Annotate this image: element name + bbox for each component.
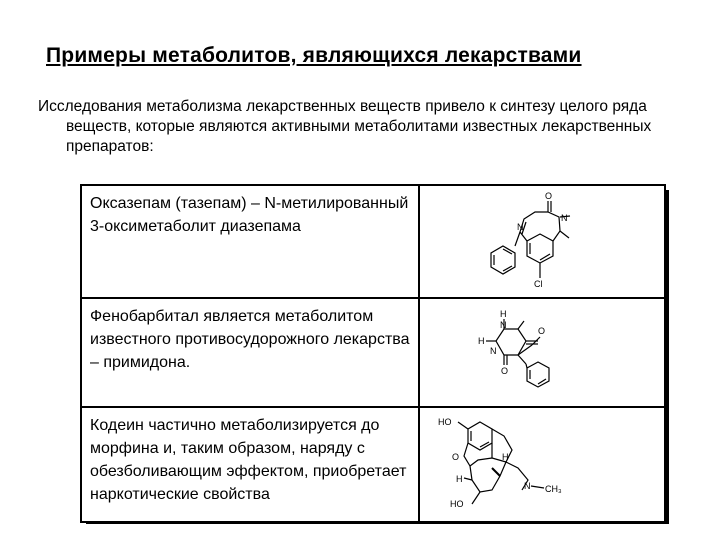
phenobarbital-structure <box>420 299 664 406</box>
phenobarbital-o1: O <box>538 326 546 336</box>
phenobarbital-structure-cell <box>419 298 665 407</box>
phenobarbital-n1: N <box>500 320 507 330</box>
oxazepam-cl: Cl <box>534 279 543 289</box>
intro-text: Исследования метаболизма лекарственных веществ привело к синтезу целого ряда веществ, которые являются активными метаболитами известных лекарственных препаратов: <box>38 98 652 155</box>
table-row <box>81 298 665 407</box>
codeine-ch3: CH₃ <box>545 484 562 494</box>
intro-paragraph <box>38 97 678 157</box>
oxazepam-description: Оксазепам (тазепам) – N-метилированный 3-оксиметаболит диазепама <box>81 185 419 298</box>
oxazepam-structure <box>420 186 664 297</box>
oxazepam-n2: N <box>517 222 524 232</box>
codeine-h1: H <box>502 452 509 462</box>
phenobarbital-h2: H <box>478 336 485 346</box>
codeine-description: Кодеин частично метаболизируется до морфина и, таким образом, наряду с обезболивающим эффектом, приобретает наркотические свойства <box>81 407 419 522</box>
phenobarbital-description: Фенобарбитал является метаболитом известного противосудорожного лекарства – примидона. <box>81 298 419 407</box>
table-row <box>81 185 665 298</box>
oxazepam-n1: N <box>561 213 568 223</box>
codeine-o: O <box>452 452 460 462</box>
codeine-ho2: HO <box>450 499 464 509</box>
codeine-structure <box>420 408 664 521</box>
oxazepam-o: O <box>545 191 553 201</box>
phenobarbital-n2: N <box>490 346 497 356</box>
oxazepam-structure-cell <box>419 185 665 298</box>
slide-title: Примеры метаболитов, являющихся лекарствами <box>46 44 582 67</box>
metabolites-table <box>80 184 666 523</box>
phenobarbital-o2: O <box>501 366 509 376</box>
table-row <box>81 407 665 522</box>
codeine-ho1: HO <box>438 417 452 427</box>
phenobarbital-h1: H <box>500 309 507 319</box>
codeine-structure-cell <box>419 407 665 522</box>
codeine-n: N <box>524 481 531 491</box>
codeine-h2: H <box>456 474 463 484</box>
